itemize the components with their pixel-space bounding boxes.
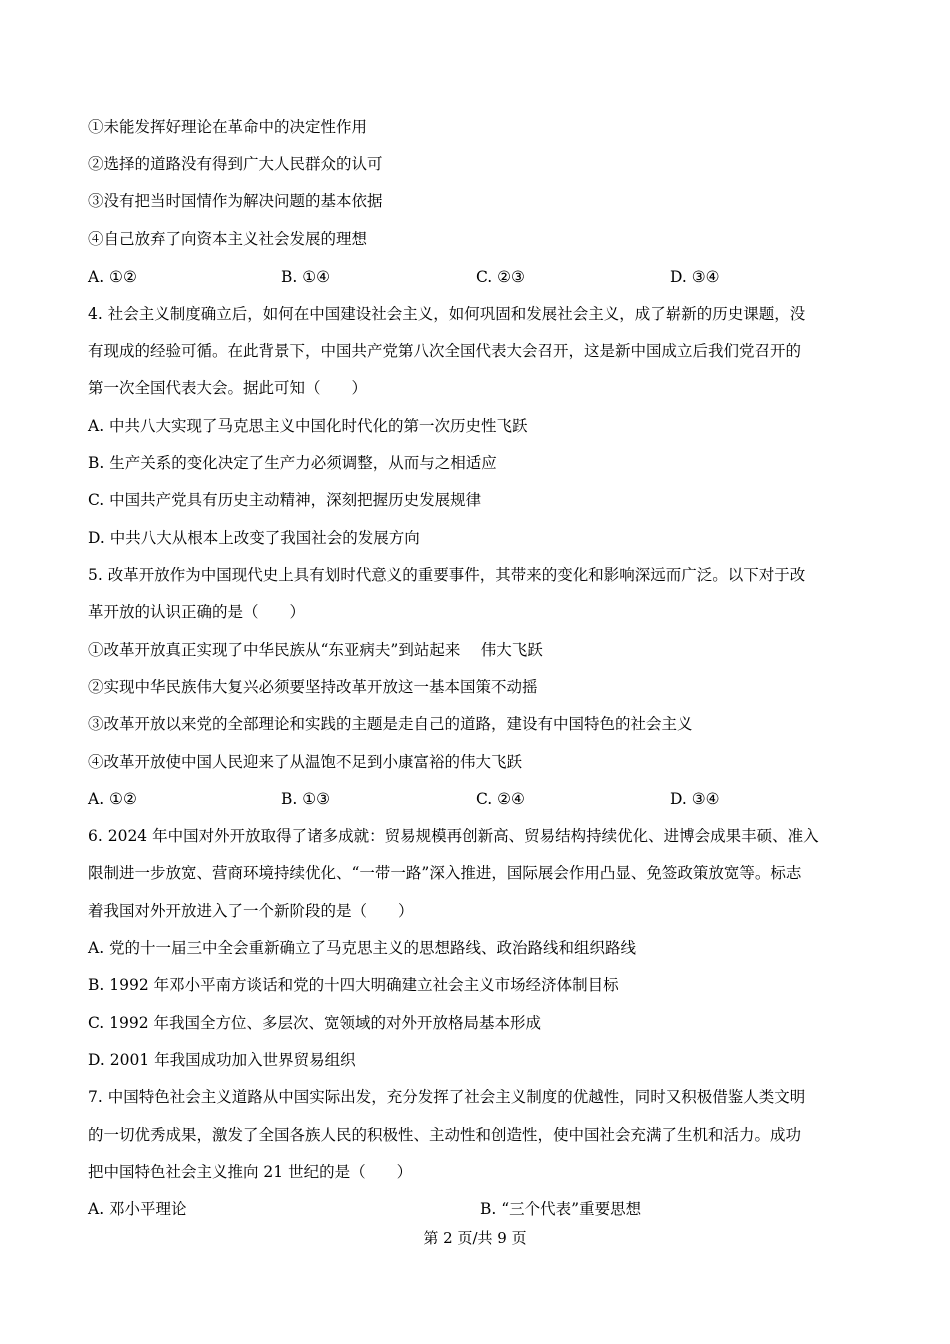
- q7-option-b: B. “三个代表”重要思想: [480, 1200, 642, 1218]
- q4-option-a: A. 中共八大实现了马克思主义中国化时代化的第一次历史性飞跃: [88, 417, 528, 435]
- q3-item-1: ①未能发挥好理论在革命中的决定性作用: [88, 118, 368, 136]
- q7-stem-3: 把中国特色社会主义推向 21 世纪的是（ ）: [88, 1163, 413, 1181]
- q6-option-a: A. 党的十一届三中全会重新确立了马克思主义的思想路线、政治路线和组织路线: [88, 939, 637, 957]
- q7-option-a: A. 邓小平理论: [88, 1200, 187, 1218]
- q4-option-c: C. 中国共产党具有历史主动精神，深刻把握历史发展规律: [88, 491, 482, 509]
- q3-option-a: A. ①②: [88, 268, 137, 286]
- q6-stem-2: 限制进一步放宽、营商环境持续优化、“一带一路”深入推进，国际展会作用凸显、免签政策放宽等。标志: [88, 864, 802, 882]
- q3-item-4: ④自己放弃了向资本主义社会发展的理想: [88, 230, 368, 248]
- q3-item-3: ③没有把当时国情作为解决问题的基本依据: [88, 192, 383, 210]
- q3-option-d: D. ③④: [670, 268, 720, 286]
- q6-option-c: C. 1992 年我国全方位、多层次、宽领域的对外开放格局基本形成: [88, 1014, 542, 1032]
- q5-item-1: ①改革开放真正实现了中华民族从“东亚病夫”到站起来 伟大飞跃: [88, 641, 543, 659]
- q6-stem-1: 6. 2024 年中国对外开放取得了诸多成就：贸易规模再创新高、贸易结构持续优化、进博会成果丰硕、准入: [88, 827, 819, 845]
- q6-option-b: B. 1992 年邓小平南方谈话和党的十四大明确建立社会主义市场经济体制目标: [88, 976, 619, 994]
- q5-item-2: ②实现中华民族伟大复兴必须要坚持改革开放这一基本国策不动摇: [88, 678, 538, 696]
- q6-stem-3: 着我国对外开放进入了一个新阶段的是（ ）: [88, 902, 414, 920]
- q5-option-b: B. ①③: [281, 790, 331, 808]
- q5-option-c: C. ②④: [476, 790, 525, 808]
- q7-stem-2: 的一切优秀成果，激发了全国各族人民的积极性、主动性和创造性，使中国社会充满了生机和活力。成功: [88, 1126, 802, 1144]
- q4-stem-3: 第一次全国代表大会。据此可知（ ）: [88, 379, 368, 397]
- q5-option-a: A. ①②: [88, 790, 137, 808]
- q4-option-d: D. 中共八大从根本上改变了我国社会的发展方向: [88, 529, 420, 547]
- q3-item-2: ②选择的道路没有得到广大人民群众的认可: [88, 155, 383, 173]
- q4-option-b: B. 生产关系的变化决定了生产力必须调整，从而与之相适应: [88, 454, 497, 472]
- q5-option-d: D. ③④: [670, 790, 720, 808]
- q5-stem-2: 革开放的认识正确的是（ ）: [88, 603, 306, 621]
- q7-stem-1: 7. 中国特色社会主义道路从中国实际出发，充分发挥了社会主义制度的优越性，同时又积极借鉴人类文明: [88, 1088, 806, 1106]
- q3-option-c: C. ②③: [476, 268, 525, 286]
- q5-item-4: ④改革开放使中国人民迎来了从温饱不足到小康富裕的伟大飞跃: [88, 753, 523, 771]
- q4-stem-1: 4. 社会主义制度确立后，如何在中国建设社会主义，如何巩固和发展社会主义，成了崭新的历史课题，没: [88, 305, 806, 323]
- q4-stem-2: 有现成的经验可循。在此背景下，中国共产党第八次全国代表大会召开，这是新中国成立后我们党召开的: [88, 342, 802, 360]
- q5-stem-1: 5. 改革开放作为中国现代史上具有划时代意义的重要事件，其带来的变化和影响深远而广泛。以下对于改: [88, 566, 806, 584]
- q5-item-3: ③改革开放以来党的全部理论和实践的主题是走自己的道路，建设有中国特色的社会主义: [88, 715, 693, 733]
- q3-option-b: B. ①④: [281, 268, 331, 286]
- q6-option-d: D. 2001 年我国成功加入世界贸易组织: [88, 1051, 356, 1069]
- page-number: 第 2 页/共 9 页: [423, 1229, 527, 1247]
